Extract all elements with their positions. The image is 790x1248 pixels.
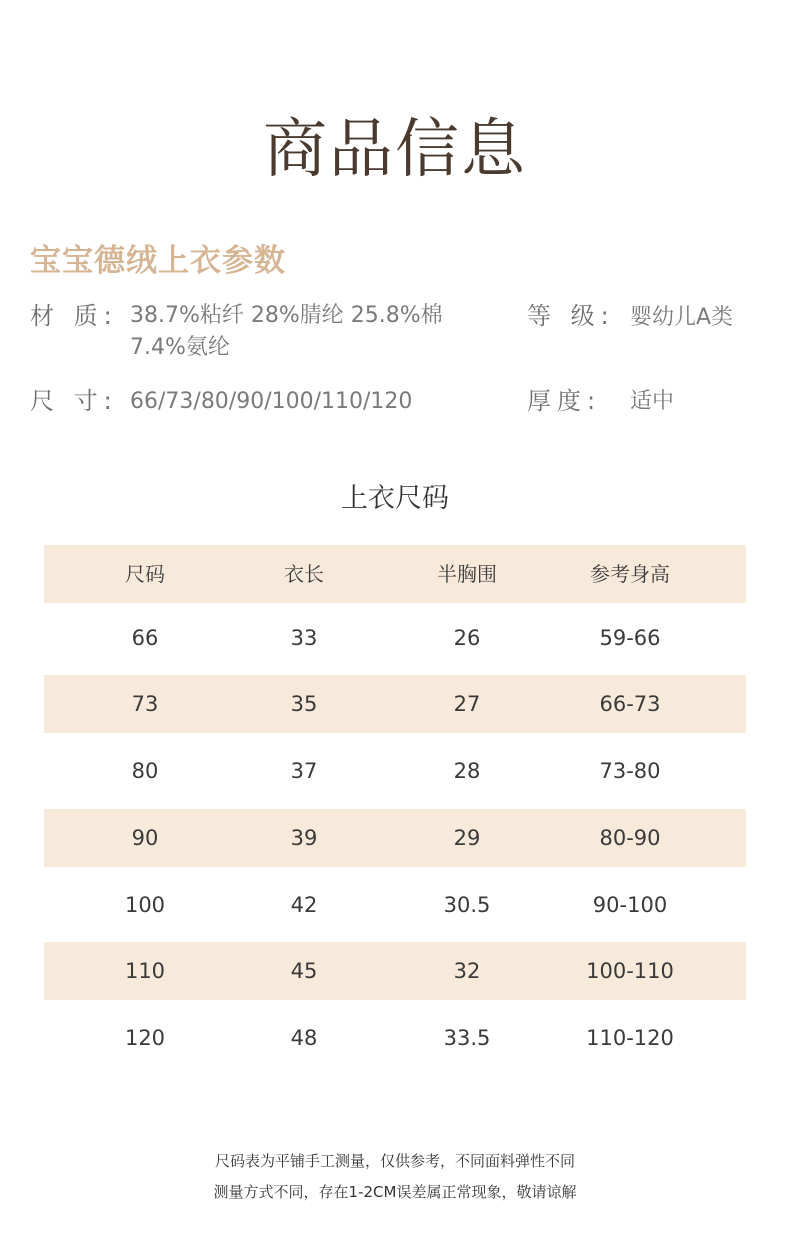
section-title: 宝宝德绒上衣参数 [30, 243, 286, 279]
thickness-value: 适中 [630, 389, 675, 414]
measurement-note [0, 1146, 790, 1208]
cell-length: 37 [290, 759, 318, 783]
cell-height: 100-110 [586, 959, 674, 983]
cell-length: 35 [290, 692, 318, 716]
size-value: 66/73/80/90/100/110/120 [130, 389, 413, 414]
cell-height: 66-73 [599, 692, 661, 716]
cell-length: 48 [290, 1026, 318, 1050]
column-header-size: 尺码 [125, 562, 165, 586]
cell-length: 42 [290, 893, 318, 917]
grade-label: 等 级: [527, 302, 615, 330]
cell-half-chest: 27 [453, 692, 481, 716]
cell-height: 59-66 [599, 626, 661, 650]
cell-size: 100 [124, 893, 166, 917]
cell-half-chest: 33.5 [443, 1026, 491, 1050]
cell-length: 45 [290, 959, 318, 983]
note-line-1: 尺码表为平铺手工测量，仅供参考，不同面料弹性不同 [214, 1152, 575, 1170]
material-label: 材 质: [30, 302, 118, 330]
cell-size: 80 [131, 759, 159, 783]
cell-length: 39 [290, 826, 318, 850]
cell-height: 80-90 [599, 826, 661, 850]
size-label: 尺 寸: [30, 387, 118, 415]
cell-size: 66 [131, 626, 159, 650]
table-row [44, 942, 746, 1000]
column-header-length: 衣长 [284, 562, 324, 586]
cell-half-chest: 32 [453, 959, 481, 983]
table-row [44, 1009, 746, 1067]
thickness-label: 厚度: [527, 387, 602, 415]
note-line-2: 测量方式不同，存在1-2CM误差属正常现象，敬请谅解 [213, 1183, 577, 1201]
cell-length: 33 [290, 626, 318, 650]
cell-half-chest: 26 [453, 626, 481, 650]
cell-size: 90 [131, 826, 159, 850]
column-header-half-chest: 半胸围 [437, 562, 497, 586]
table-row [44, 742, 746, 800]
table-row [44, 876, 746, 934]
size-table-title: 上衣尺码 [341, 483, 449, 514]
cell-size: 110 [124, 959, 166, 983]
cell-half-chest: 29 [453, 826, 481, 850]
cell-size: 120 [124, 1026, 166, 1050]
cell-height: 110-120 [586, 1026, 674, 1050]
table-header-row [44, 545, 746, 603]
cell-half-chest: 28 [453, 759, 481, 783]
material-value-line2: 7.4%氨纶 [130, 335, 230, 360]
cell-height: 90-100 [592, 893, 668, 917]
table-row [44, 809, 746, 867]
page-title: 商品信息 [263, 113, 527, 187]
material-value-line1: 38.7%粘纤 28%腈纶 25.8%棉 [130, 303, 443, 328]
cell-size: 73 [131, 692, 159, 716]
table-row [44, 609, 746, 667]
column-header-height: 参考身高 [590, 562, 670, 586]
table-row [44, 675, 746, 733]
grade-value: 婴幼儿A类 [630, 305, 734, 330]
cell-height: 73-80 [599, 759, 661, 783]
cell-half-chest: 30.5 [443, 893, 491, 917]
